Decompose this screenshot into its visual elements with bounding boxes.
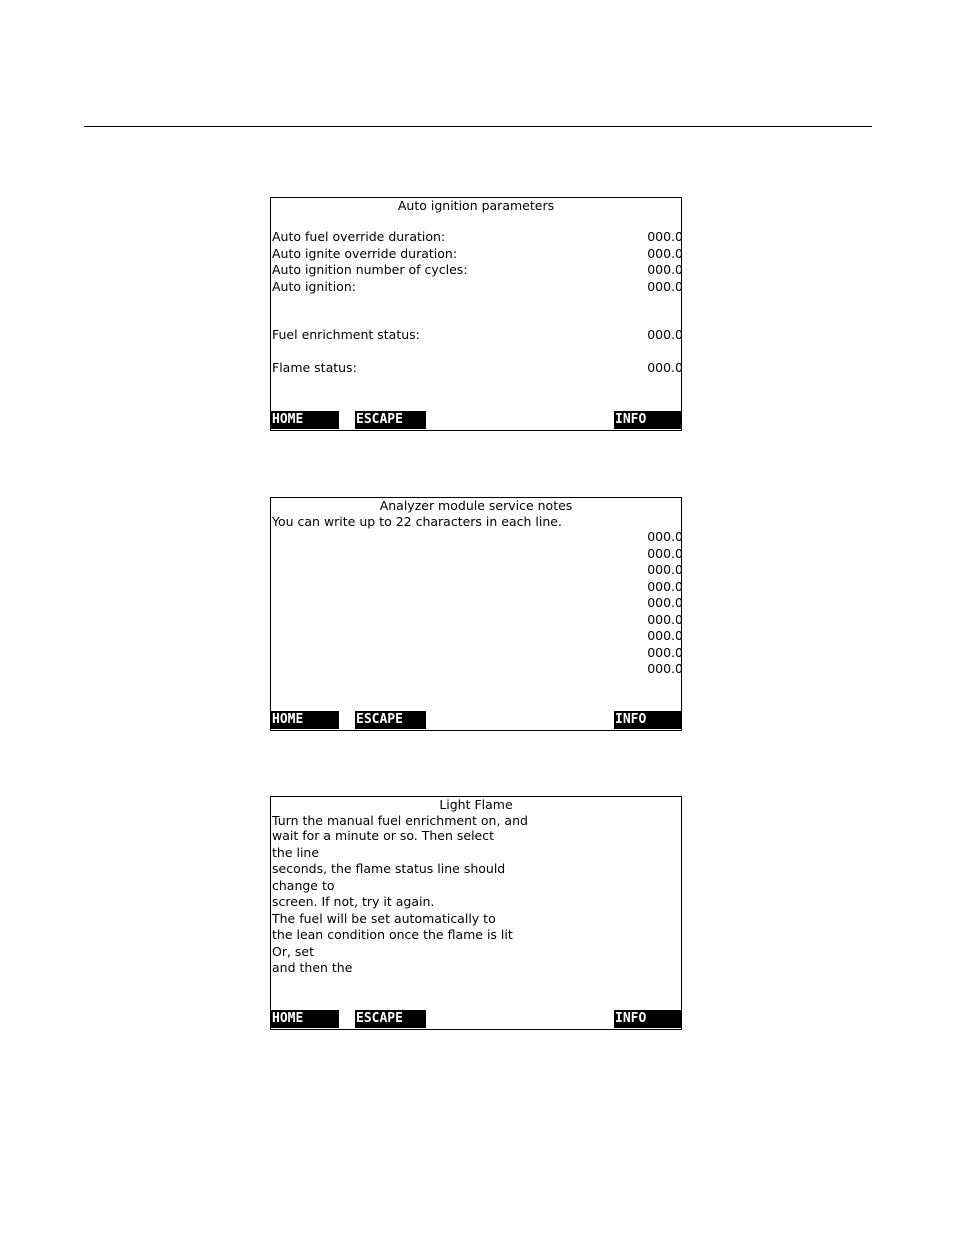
instruction-line: screen. If not, try it again. bbox=[272, 894, 435, 909]
instruction-line: Turn the manual fuel enrichment on, and bbox=[272, 813, 528, 828]
instruction-line: Or, set bbox=[272, 944, 315, 959]
info-softkey[interactable]: INFO bbox=[614, 1010, 682, 1028]
screen-title: Analyzer module service notes bbox=[379, 498, 573, 513]
header-rule bbox=[84, 126, 872, 127]
instruction-line: the lean condition once the flame is lit bbox=[272, 927, 513, 942]
screen-title: Auto ignition parameters bbox=[397, 198, 555, 213]
auto-ignite-override-label: Auto ignite override duration: bbox=[272, 246, 458, 261]
note-line-value[interactable]: 000.0 bbox=[647, 645, 683, 660]
instruction-line: change to bbox=[272, 878, 335, 893]
escape-softkey[interactable]: ESCAPE bbox=[355, 411, 426, 429]
auto-ignition-value[interactable]: 000.0 bbox=[647, 279, 683, 294]
flame-status-value[interactable]: 000.0 bbox=[647, 360, 683, 375]
note-line-value[interactable]: 000.0 bbox=[647, 562, 683, 577]
flame-status-label: Flame status: bbox=[272, 360, 357, 375]
info-softkey[interactable]: INFO bbox=[614, 711, 682, 729]
screen-subtitle: You can write up to 22 characters in each line. bbox=[272, 514, 562, 529]
light-flame-screen bbox=[270, 796, 682, 1030]
home-softkey[interactable]: HOME bbox=[271, 411, 339, 429]
auto-fuel-override-label: Auto fuel override duration: bbox=[272, 229, 446, 244]
escape-softkey[interactable]: ESCAPE bbox=[355, 1010, 426, 1028]
home-softkey[interactable]: HOME bbox=[271, 1010, 339, 1028]
note-line-value[interactable]: 000.0 bbox=[647, 546, 683, 561]
auto-ignite-override-value[interactable]: 000.0 bbox=[647, 246, 683, 261]
instruction-line: wait for a minute or so. Then select bbox=[272, 828, 495, 843]
auto-ignition-cycles-label: Auto ignition number of cycles: bbox=[272, 262, 468, 277]
service-notes-screen bbox=[270, 497, 682, 731]
screen-title: Light Flame bbox=[439, 797, 513, 812]
auto-ignition-cycles-value[interactable]: 000.0 bbox=[647, 262, 683, 277]
fuel-enrichment-status-label: Fuel enrichment status: bbox=[272, 327, 420, 342]
note-line-value[interactable]: 000.0 bbox=[647, 628, 683, 643]
home-softkey[interactable]: HOME bbox=[271, 711, 339, 729]
note-line-value[interactable]: 000.0 bbox=[647, 661, 683, 676]
note-line-value[interactable]: 000.0 bbox=[647, 612, 683, 627]
instruction-line: seconds, the flame status line should bbox=[272, 861, 506, 876]
instruction-line: and then the bbox=[272, 960, 353, 975]
info-softkey[interactable]: INFO bbox=[614, 411, 682, 429]
note-line-value[interactable]: 000.0 bbox=[647, 579, 683, 594]
instruction-line: the line bbox=[272, 845, 320, 860]
escape-softkey[interactable]: ESCAPE bbox=[355, 711, 426, 729]
note-line-value[interactable]: 000.0 bbox=[647, 529, 683, 544]
instruction-line: The fuel will be set automatically to bbox=[272, 911, 496, 926]
auto-ignition-screen bbox=[270, 197, 682, 431]
auto-fuel-override-value[interactable]: 000.0 bbox=[647, 229, 683, 244]
auto-ignition-label: Auto ignition: bbox=[272, 279, 356, 294]
fuel-enrichment-status-value[interactable]: 000.0 bbox=[647, 327, 683, 342]
note-line-value[interactable]: 000.0 bbox=[647, 595, 683, 610]
